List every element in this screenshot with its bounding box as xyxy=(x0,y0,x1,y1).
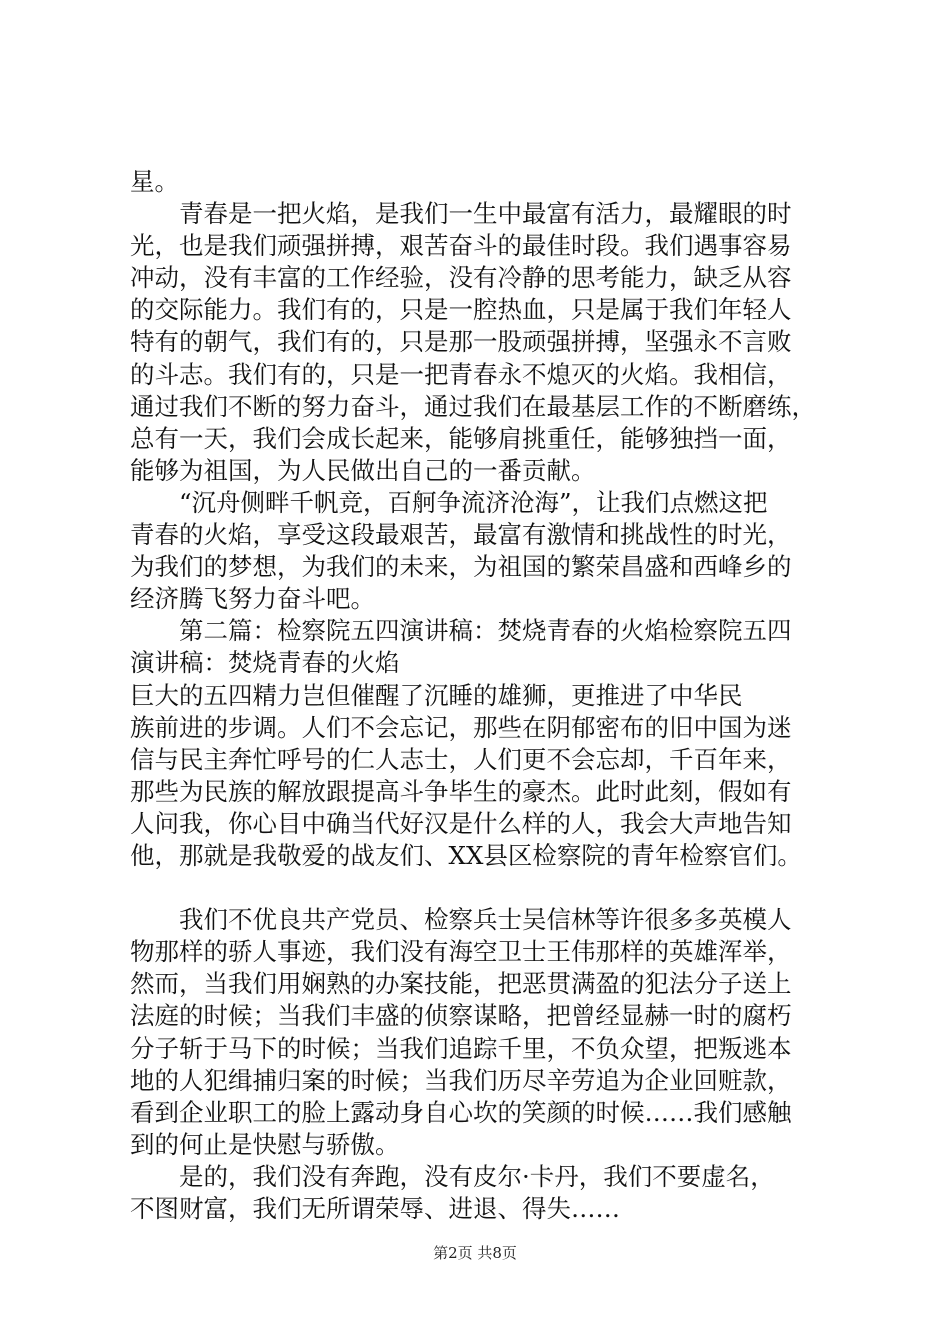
text-line: 经济腾飞努力奋斗吧。 xyxy=(130,584,375,614)
text-line: 星。 xyxy=(130,167,179,196)
text-line: 地的人犯缉捕归案的时候；当我们历尽辛劳追为企业回赃款， xyxy=(130,1065,792,1095)
text-line: 青春是一把火焰，是我们一生中最富有活力，最耀眼的时 xyxy=(130,199,792,229)
text-line: 是的，我们没有奔跑，没有皮尔·卡丹，我们不要虚名， xyxy=(130,1161,775,1191)
text-line: 不图财富，我们无所谓荣辱、进退、得失…… xyxy=(130,1194,620,1223)
text-line: 他，那就是我敬爱的战友们、XX县区检察院的青年检察官们。 xyxy=(130,840,802,870)
text-line: 到的何止是快慰与骄傲。 xyxy=(130,1129,400,1159)
text-line: 我们不优良共产党员、检察兵士吴信林等许很多多英模人 xyxy=(130,905,792,935)
text-line: “沉舟侧畔千帆竞，百舸争流济沧海”，让我们点燃这把 xyxy=(130,487,768,517)
paragraph-gap xyxy=(130,872,830,904)
section-heading: 第二篇：检察院五四演讲稿：焚烧青春的火焰检察院五四 xyxy=(130,616,792,646)
text-line: 分子斩于马下的时候；当我们追踪千里，不负众望，把叛逃本 xyxy=(130,1033,792,1063)
text-line: 人问我，你心目中确当代好汉是什么样的人，我会大声地告知 xyxy=(130,808,792,838)
text-line: 特有的朝气，我们有的，只是那一股顽强拼搏，坚强永不言败 xyxy=(130,327,792,357)
text-line: 看到企业职工的脸上露动身自心坎的笑颜的时候……我们感触 xyxy=(130,1097,792,1127)
text-line: 巨大的五四精力岂但催醒了沉睡的雄狮，更推进了中华民 xyxy=(130,680,743,710)
page-number-footer: 第2页 共8页 xyxy=(433,1244,517,1262)
text-line: 通过我们不断的努力奋斗，通过我们在最基层工作的不断磨练， xyxy=(130,391,816,421)
text-line: 青春的火焰，享受这段最艰苦，最富有激情和挑战性的时光， xyxy=(130,520,792,550)
text-line: 能够为祖国，为人民做出自己的一番贡献。 xyxy=(130,455,596,485)
text-line: 光，也是我们顽强拼搏，艰苦奋斗的最佳时段。我们遇事容易 xyxy=(130,231,792,261)
document-body xyxy=(130,166,830,1225)
text-line: 冲动，没有丰富的工作经验，没有冷静的思考能力，缺乏从容 xyxy=(130,263,792,293)
text-line: 法庭的时候；当我们丰盛的侦察谋略，把曾经显赫一时的腐朽 xyxy=(130,1001,792,1031)
text-line: 族前进的步调。人们不会忘记，那些在阴郁密布的旧中国为迷 xyxy=(130,712,792,742)
text-line: 信与民主奔忙呼号的仁人志士，人们更不会忘却，千百年来， xyxy=(130,744,792,774)
text-line: 总有一天，我们会成长起来，能够肩挑重任，能够独挡一面， xyxy=(130,423,792,453)
text-line: 的斗志。我们有的，只是一把青春永不熄灭的火焰。我相信， xyxy=(130,359,792,389)
section-heading: 演讲稿：焚烧青春的火焰 xyxy=(130,648,400,678)
text-line: 为我们的梦想，为我们的未来，为祖国的繁荣昌盛和西峰乡的 xyxy=(130,552,792,582)
text-line: 那些为民族的解放跟提高斗争毕生的豪杰。此时此刻，假如有 xyxy=(130,776,792,806)
text-line: 物那样的骄人事迹，我们没有海空卫士王伟那样的英雄浑举， xyxy=(130,937,792,967)
text-line: 的交际能力。我们有的，只是一腔热血，只是属于我们年轻人 xyxy=(130,295,792,325)
text-line: 然而，当我们用娴熟的办案技能，把恶贯满盈的犯法分子送上 xyxy=(130,969,792,999)
